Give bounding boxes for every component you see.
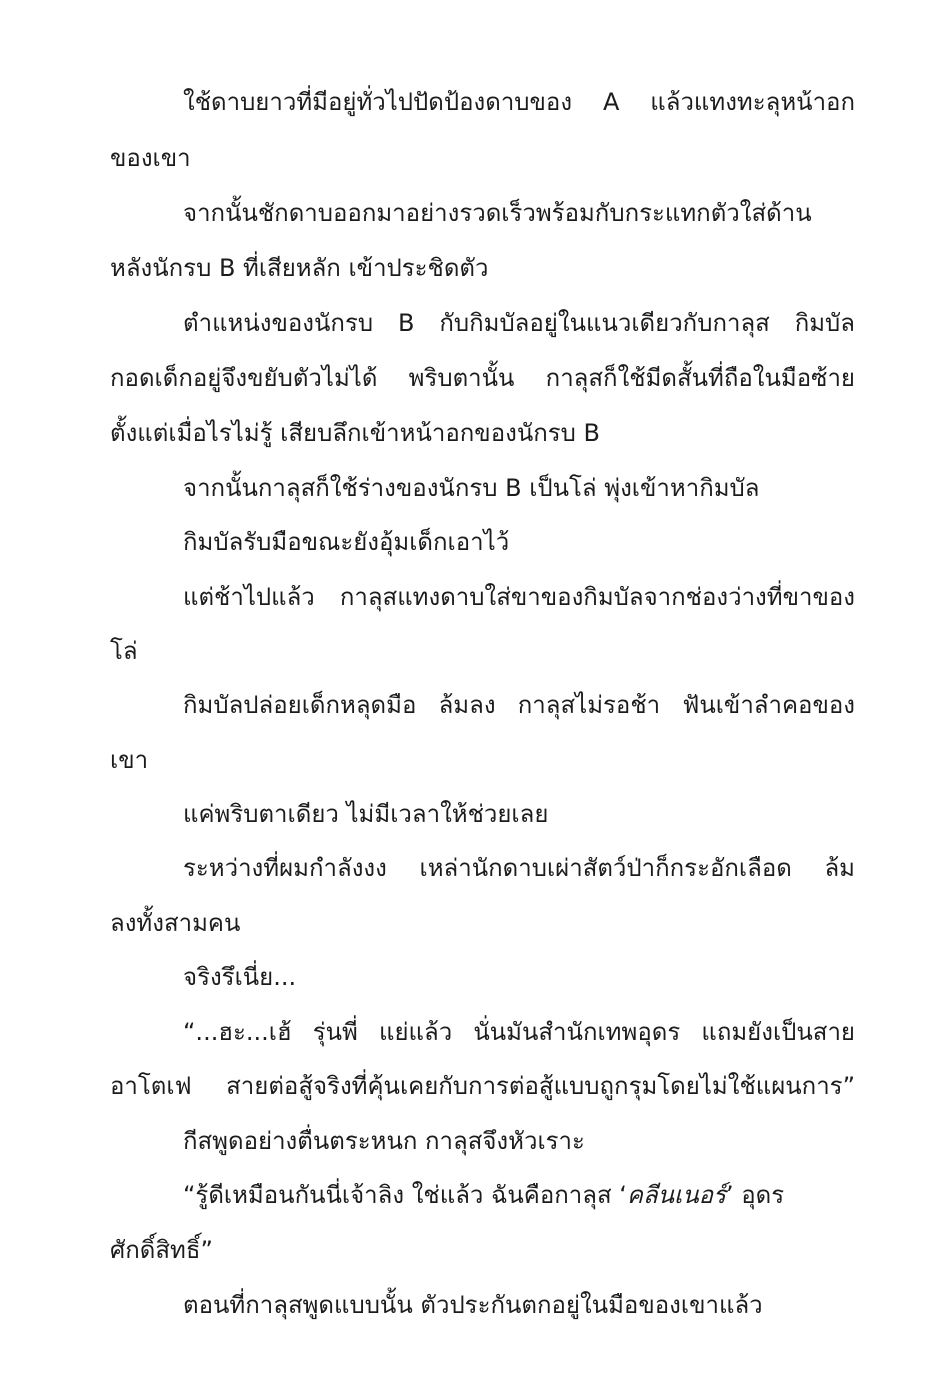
quote-start: “รู้ดีเหมือนกันนี่เจ้าลิง ใช่แล้ว ฉันคือกาลุส ‘ [183,1181,627,1209]
text-line: กิมบัลรับมือขณะยังอุ้มเด็กเอาไว้ [183,528,510,556]
text-line: กีสพูดอย่างตื่นตระหนก กาลุสจึงหัวเราะ [183,1127,585,1155]
text-line: “...ฮะ...เฮ้ รุ่นพี่ แย่แล้ว นั่นมันสำนักเทพอุดร แถมยังเป็นสาย [183,1018,855,1046]
text-line [183,1180,855,1210]
quote-end: ’ อุดร [725,1181,785,1209]
text-line: ตั้งแต่เมื่อไรไม่รู้ เสียบลึกเข้าหน้าอกของนักรบ B [110,419,600,447]
text-line: ลงทั้งสามคน [110,909,241,937]
text-line: ระหว่างที่ผมกำลังงง เหล่านักดาบเผ่าสัตว์ป่าก็กระอักเลือด ล้ม [183,854,855,882]
text-line: แต่ช้าไปแล้ว กาลุสแทงดาบใส่ขาของกิมบัลจากช่องว่างที่ขาของ [183,583,855,611]
text-line: กอดเด็กอยู่จึงขยับตัวไม่ได้ พริบตานั้น กาลุสก็ใช้มีดสั้นที่ถือในมือซ้าย [110,364,855,392]
text-line: แค่พริบตาเดียว ไม่มีเวลาให้ช่วยเลย [183,800,549,828]
italic-title: คลีนเนอร์ [626,1181,726,1209]
text-line: โล่ [110,637,138,665]
text-line: ศักดิ์สิทธิ์” [110,1236,213,1264]
text-line: จากนั้นกาลุสก็ใช้ร่างของนักรบ B เป็นโล่ พุ่งเข้าหากิมบัล [183,474,760,502]
text-line: จริงรึเนี่ย... [183,963,297,991]
text-line: เขา [110,746,149,774]
text-line: กิมบัลปล่อยเด็กหลุดมือ ล้มลง กาลุสไม่รอช้า ฟันเข้าลำคอของ [183,691,855,719]
text-line: ตอนที่กาลุสพูดแบบนั้น ตัวประกันตกอยู่ในมือของเขาแล้ว [183,1291,763,1319]
text-line: ของเขา [110,144,191,172]
text-line: จากนั้นชักดาบออกมาอย่างรวดเร็วพร้อมกับกระแทกตัวใส่ด้าน [183,199,812,227]
text-line: อาโตเฟ สายต่อสู้จริงที่คุ้นเคยกับการต่อสู้แบบถูกรุมโดยไม่ใช้แผนการ” [110,1072,855,1100]
text-line: ใช้ดาบยาวที่มีอยู่ทั่วไปปัดป้องดาบของ A แล้วแทงทะลุหน้าอก [183,88,855,116]
text-line: ตำแหน่งของนักรบ B กับกิมบัลอยู่ในแนวเดียวกับกาลุส กิมบัล [183,309,855,337]
text-line: หลังนักรบ B ที่เสียหลัก เข้าประชิดตัว [110,254,489,282]
